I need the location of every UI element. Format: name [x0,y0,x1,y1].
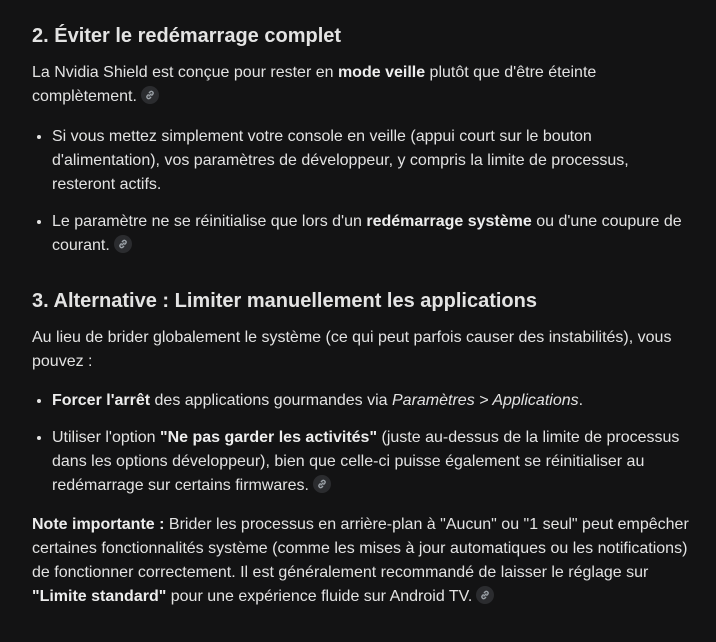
important-note-paragraph [32,513,696,609]
source-link-button[interactable] [141,86,159,104]
section-intro-paragraph [32,61,696,109]
note-label: Note importante : [32,516,165,533]
section-heading-alternative: 3. Alternative : Limiter manuellement les applications [32,290,537,312]
standby-bullet-list [32,125,696,258]
list-item-bold: redémarrage système [366,213,532,230]
link-icon [114,235,132,253]
list-item [52,125,696,197]
link-icon [476,586,494,604]
section-heading-avoid-restart: 2. Éviter le redémarrage complet [32,25,342,47]
source-link-button[interactable] [476,586,494,604]
intro-text-end: plutôt que d'être éteinte complètement. [32,64,597,105]
list-item-bold: "Ne pas garder les activités" [159,429,378,446]
list-item [52,426,696,498]
link-icon [141,86,159,104]
note-text: Brider les processus en arrière-plan à "Aucun" ou "1 seul" peut empêcher certaines fonctionnalités système (comme les mises à jour automatiques ou les notifications) de fonctionner correctement. Il est généralement recommandé de laisser le réglage sur [32,516,689,581]
link-icon [313,475,331,493]
list-item-text-end: (juste au-dessus de la limite de processus dans les options développeur), bien que celle-ci puisse également se réinitialiser au redémarrage sur certains firmwares. [52,429,680,494]
list-item-bold: Forcer l'arrêt [52,392,151,409]
list-item-text-end: ou d'une coupure de courant. [52,213,682,254]
note-text-end: pour une expérience fluide sur Android TV. [166,588,473,605]
list-item-text: Le paramètre ne se réinitialise que lors d'un [52,213,367,230]
source-link-button[interactable] [313,475,331,493]
source-link-button[interactable] [114,235,132,253]
intro-text: La Nvidia Shield est conçue pour rester en [32,64,338,81]
section-intro-paragraph: Au lieu de brider globalement le système (ce qui peut parfois causer des instabilités), vous pouvez : [32,329,672,370]
settings-path-text: Paramètres > Applications [392,392,579,409]
alternative-bullet-list [32,389,696,498]
list-item-text-end: . [578,392,584,409]
note-bold: "Limite standard" [32,588,167,605]
list-item-text: Si vous mettez simplement votre console en veille (appui court sur le bouton d'alimentation), vos paramètres de développeur, y compris la limite de processus, resteront actifs. [52,128,629,193]
list-item [52,389,696,413]
list-item [52,210,696,258]
intro-bold: mode veille [337,64,426,81]
list-item-text: Utiliser l'option [52,429,160,446]
list-item-text: des applications gourmandes via [150,392,392,409]
